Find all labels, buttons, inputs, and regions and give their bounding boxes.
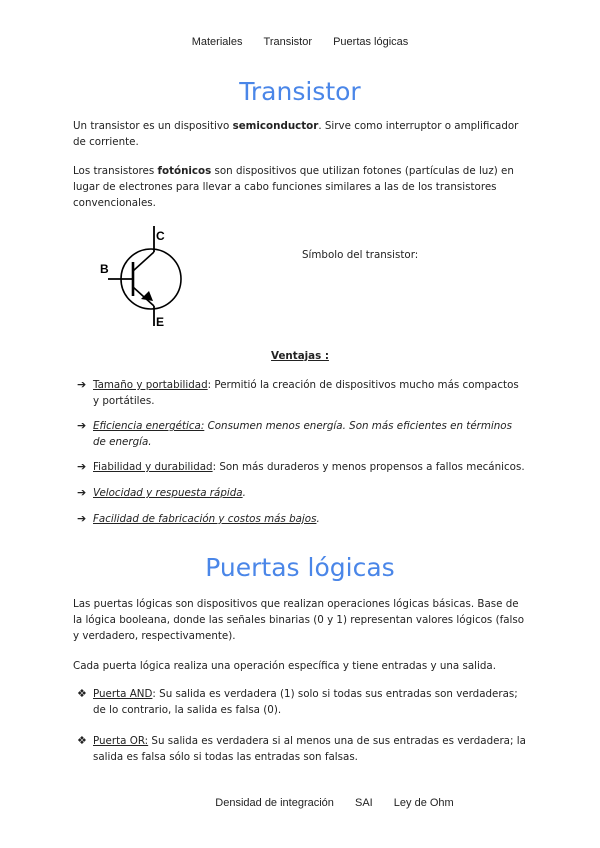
symbol-caption: Símbolo del transistor:	[302, 249, 419, 261]
advantages-title: Ventajas :	[271, 350, 329, 362]
nav-link-materiales[interactable]: Materiales	[191, 36, 243, 48]
nav-link-ley-de-ohm[interactable]: Ley de Ohm	[393, 797, 454, 809]
arrow-bullet-icon: ➔	[77, 419, 87, 432]
gate-item: ❖ Puerta OR: Su salida es verdadera si al menos una de sus entradas es verdadera; la salida es falsa sólo si todas las entradas son falsas.	[77, 734, 526, 763]
bold-term: semiconductor	[232, 120, 319, 132]
advantage-item: ➔ Velocidad y respuesta rápida.	[77, 486, 246, 499]
nav-link-transistor[interactable]: Transistor	[263, 36, 313, 48]
arrow-bullet-icon: ➔	[77, 512, 87, 525]
transistor-intro: Un transistor es un dispositivo semiconductor. Sirve como interruptor o amplificador de corriente.	[73, 120, 519, 148]
bottom-nav	[0, 797, 600, 809]
arrow-bullet-icon: ➔	[77, 486, 87, 499]
gates-each: Cada puerta lógica realiza una operación específica y tiene entradas y una salida.	[73, 660, 497, 672]
arrow-bullet-icon: ➔	[77, 460, 87, 473]
transistor-symbol-diagram	[98, 226, 188, 328]
collector-link	[133, 252, 154, 271]
advantage-item: ➔ Eficiencia energética: Consumen menos energía. Son más eficientes en términos de energía.	[77, 419, 512, 448]
arrow-bullet-icon: ➔	[77, 378, 87, 391]
diamond-bullet-icon: ❖	[77, 687, 87, 700]
nav-link-puertas-logicas[interactable]: Puertas lógicas	[333, 36, 409, 48]
advantage-item: ➔ Facilidad de fabricación y costos más bajos.	[77, 512, 320, 525]
advantage-item: ➔ Fiabilidad y durabilidad: Son más duraderos y menos propensos a fallos mecánicos.	[77, 460, 525, 473]
nav-link-sai[interactable]: SAI	[354, 797, 373, 809]
nav-link-densidad[interactable]: Densidad de integración	[215, 797, 334, 809]
bold-term: fotónicos	[157, 165, 212, 177]
transistor-title: Transistor	[239, 77, 361, 106]
top-nav	[0, 36, 600, 48]
emitter-label: E	[156, 315, 165, 328]
advantage-item: ➔ Tamaño y portabilidad: Permitió la creación de dispositivos mucho más compactos y portátiles.	[77, 378, 519, 407]
gates-intro: Las puertas lógicas son dispositivos que realizan operaciones lógicas básicas. Base de la lógica booleana, donde las señales binarias (0 y 1) representan valores lógicos (falso y verdadero, respectivamente).	[73, 598, 525, 642]
base-label: B	[100, 262, 109, 276]
photonic-paragraph: Los transistores fotónicos son dispositivos que utilizan fotones (partículas de luz) en lugar de electrones para llevar a cabo funciones similares a las de los transistores convencionales.	[73, 165, 514, 209]
diamond-bullet-icon: ❖	[77, 734, 87, 747]
gates-title: Puertas lógicas	[205, 553, 395, 582]
collector-label: C	[156, 229, 165, 243]
gate-item: ❖ Puerta AND: Su salida es verdadera (1) solo si todas sus entradas son verdaderas; de lo contrario, la salida es falsa (0).	[77, 687, 518, 716]
